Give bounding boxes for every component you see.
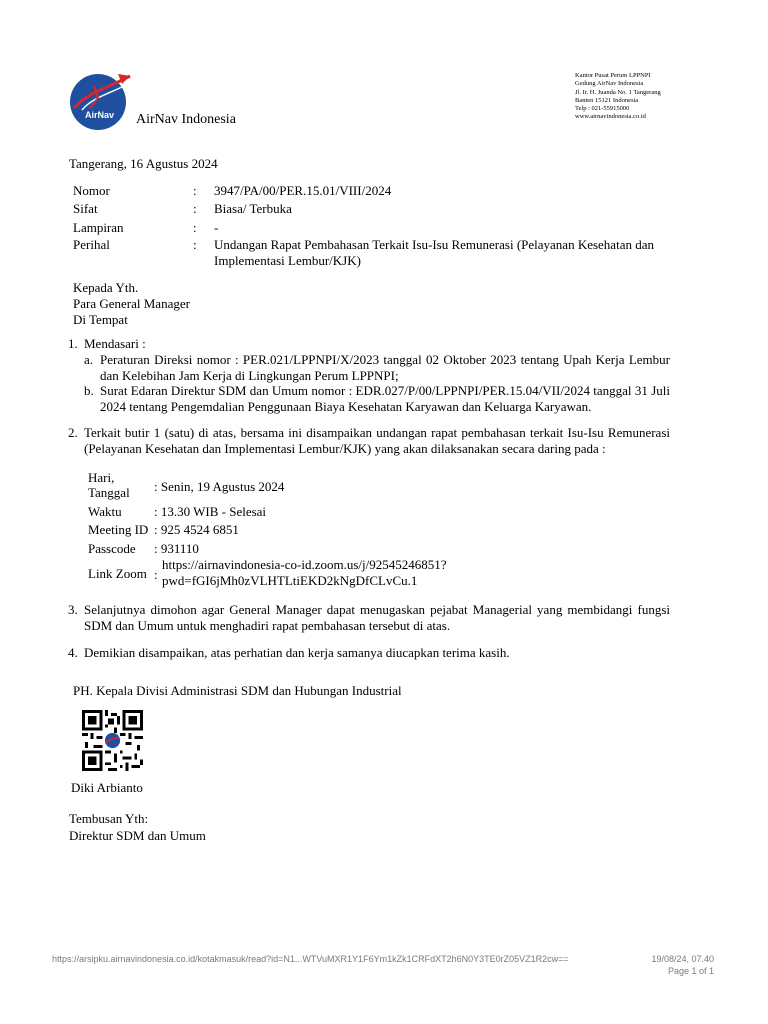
field-label: Nomor	[73, 183, 110, 198]
signatory-name: Diki Arbianto	[71, 780, 143, 795]
office-address	[575, 72, 755, 122]
page-number: Page 1 of 1	[667, 966, 714, 976]
item-number: 4.	[68, 645, 78, 660]
print-timestamp: 19/08/24, 07.40	[651, 954, 714, 964]
field-label: Perihal	[73, 237, 110, 252]
qr-code	[82, 710, 143, 771]
item-text: Demikian disampaikan, atas perhatian dan kerja samanya diucapkan terima kasih.	[84, 645, 510, 660]
page-url[interactable]: https://arsipku.airnavindonesia.co.id/kotakmasuk/read?id=N1...WTVuMXR1Y1F6Ym1kZk1CRFdXT2h6N0Y3TE0rZ05VZ1R2cw==	[52, 954, 569, 964]
field-label: Sifat	[73, 201, 98, 216]
recipient-line: Kepada Yth.	[73, 280, 139, 295]
airnav-logo	[68, 68, 132, 132]
svg-text:AirNav: AirNav	[85, 110, 115, 120]
zoom-link[interactable]	[162, 557, 447, 589]
cc-label: Tembusan Yth:	[69, 811, 149, 826]
meeting-value: : 925 4524 6851	[154, 522, 239, 537]
meeting-value: : Senin, 19 Agustus 2024	[154, 479, 285, 494]
letter-date: Tangerang, 16 Agustus 2024	[69, 156, 218, 171]
item-text: Selanjutnya dimohon agar General Manager dapat menugaskan pejabat Managerial yang membidangi fungsi SDM dan Umum untuk menghadiri rapat pembahasan tersebut di atas.	[84, 602, 670, 633]
signatory-title: PH. Kepala Divisi Administrasi SDM dan Hubungan Industrial	[73, 683, 402, 698]
field-colon: :	[193, 220, 197, 235]
field-label: Lampiran	[73, 220, 124, 235]
field-value-continued: Implementasi Lembur/KJK)	[214, 253, 361, 268]
item-text: Terkait butir 1 (satu) di atas, bersama ini disampaikan undangan rapat pembahasan terkait Isu-Isu Remunerasi (Pelayanan Kesehatan dan Implementasi Lembur/KJK) yang akan dilaksanakan secara daring pada :	[84, 425, 670, 456]
recipient-line: Di Tempat	[73, 312, 128, 327]
meeting-label-line: Hari,	[88, 470, 115, 485]
subitem-text: Surat Edaran Direktur SDM dan Umum nomor : EDR.027/P/00/LPPNPI/PER.15.04/VII/2024 tanggal 31 Juli 2024 tentang Pengemdalian Penggunaan Biaya Kesehatan Karyawan dan Keluarga Karyawan.	[100, 383, 670, 414]
meeting-value: : 931110	[154, 541, 199, 556]
zoom-link-line[interactable]: https://airnavindonesia-co-id.zoom.us/j/92545246851?	[162, 557, 447, 572]
meeting-label-line: Tanggal	[88, 485, 130, 500]
subitem-letter: a.	[84, 352, 94, 367]
meeting-label: Meeting ID	[88, 522, 149, 537]
office-line: Jl. Ir. H. Juanda No. 1 Tangerang	[575, 88, 661, 96]
office-line: Gedung AirNav Indonesia	[575, 80, 644, 88]
field-value: 3947/PA/00/PER.15.01/VIII/2024	[214, 183, 392, 198]
meeting-label	[88, 470, 130, 500]
zoom-link-line[interactable]: pwd=fGI6jMh0zVLHTLtiEKD2kNgDfCLvCu.1	[162, 573, 418, 588]
field-value: -	[214, 220, 219, 235]
subitem-letter: b.	[84, 383, 94, 398]
meeting-label: Waktu	[88, 504, 122, 519]
field-colon: :	[193, 201, 197, 216]
cc-recipient: Direktur SDM dan Umum	[69, 828, 206, 843]
item-number: 2.	[68, 425, 78, 440]
office-line: Kantor Pusat Perum LPPNPI	[575, 72, 651, 79]
field-value: Biasa/ Terbuka	[214, 201, 292, 216]
item-number: 3.	[68, 602, 78, 617]
office-line: Telp : 021-55915000	[575, 105, 630, 113]
item-number: 1.	[68, 336, 78, 351]
recipient-line: Para General Manager	[73, 296, 190, 311]
field-colon: :	[193, 183, 197, 198]
item-text: Mendasari :	[84, 336, 146, 351]
meeting-label: Link Zoom	[88, 566, 147, 581]
recipient-block	[73, 280, 190, 328]
office-line: www.airnavindonesia.co.id	[575, 113, 646, 121]
office-line: Banten 15121 Indonesia	[575, 96, 639, 104]
meeting-value: : 13.30 WIB - Selesai	[154, 504, 267, 519]
meeting-colon: :	[154, 567, 158, 582]
brand-name: AirNav Indonesia	[136, 112, 236, 127]
cc-block	[69, 810, 206, 844]
field-colon: :	[193, 237, 197, 252]
subitem-text: Peraturan Direksi nomor : PER.021/LPPNPI/X/2023 tanggal 02 Oktober 2023 tentang Upah Kerja Lembur dan Kelebihan Jam Kerja di Lingkungan Perum LPPNPI;	[100, 352, 670, 383]
meeting-label: Passcode	[88, 541, 136, 556]
field-value: Undangan Rapat Pembahasan Terkait Isu-Isu Remunerasi (Pelayanan Kesehatan dan	[214, 237, 654, 252]
